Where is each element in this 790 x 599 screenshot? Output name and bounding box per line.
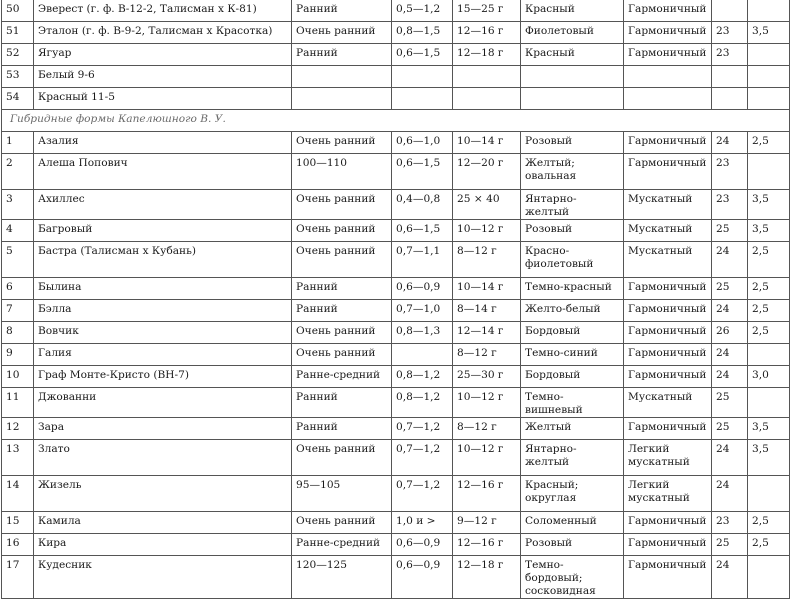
bunch-mass-cell: 0,7—1,2 (392, 440, 453, 476)
berry-mass-cell: 8—12 г (453, 344, 521, 366)
berry-color-cell: Желтый (521, 418, 624, 440)
variety-name-cell: Кира (34, 534, 292, 556)
berry-color-cell: Красный (521, 44, 624, 66)
taste-cell: Гармоничный (624, 556, 712, 599)
sugar-content-cell: 25 (712, 220, 748, 242)
ripening-term-cell: 95—105 (292, 476, 392, 512)
sugar-content-cell: 25 (712, 278, 748, 300)
bunch-mass-cell: 0,8—1,2 (392, 388, 453, 418)
bunch-mass-cell: 0,6—1,5 (392, 154, 453, 190)
taste-cell: Легкий мускатный (624, 476, 712, 512)
table-row (2, 344, 790, 366)
acidity-cell: 2,5 (748, 512, 790, 534)
berry-mass-cell (453, 88, 521, 110)
row-number-cell: 14 (2, 476, 34, 512)
ripening-term-cell: Очень ранний (292, 322, 392, 344)
sugar-content-cell: 24 (712, 344, 748, 366)
variety-name-cell: Злато (34, 440, 292, 476)
ripening-term-cell: Очень ранний (292, 440, 392, 476)
taste-cell (624, 88, 712, 110)
taste-cell (624, 66, 712, 88)
acidity-cell: 3,0 (748, 366, 790, 388)
taste-cell: Гармоничный (624, 344, 712, 366)
bunch-mass-cell: 0,5—1,2 (392, 0, 453, 22)
table-row (2, 476, 790, 512)
berry-mass-cell: 12—18 г (453, 556, 521, 599)
variety-name-cell: Эталон (г. ф. В-9-2, Талисман х Красотка) (34, 22, 292, 44)
section-header-row (2, 110, 790, 132)
sugar-content-cell: 24 (712, 476, 748, 512)
ripening-term-cell: Очень ранний (292, 512, 392, 534)
berry-mass-cell: 12—16 г (453, 476, 521, 512)
berry-mass-cell: 10—14 г (453, 278, 521, 300)
sugar-content-cell (712, 66, 748, 88)
berry-color-cell: Темно-бордовый; сосковидная (521, 556, 624, 599)
table-row (2, 418, 790, 440)
table-row (2, 154, 790, 190)
row-number-cell: 1 (2, 132, 34, 154)
row-number-cell: 6 (2, 278, 34, 300)
taste-cell: Гармоничный (624, 300, 712, 322)
taste-cell: Гармоничный (624, 22, 712, 44)
bunch-mass-cell (392, 88, 453, 110)
berry-mass-cell: 9—12 г (453, 512, 521, 534)
berry-color-cell: Красный; округлая (521, 476, 624, 512)
table-row (2, 534, 790, 556)
ripening-term-cell: Ранне-средний (292, 366, 392, 388)
bunch-mass-cell: 0,7—1,2 (392, 476, 453, 512)
ripening-term-cell: Ранне-средний (292, 534, 392, 556)
acidity-cell (748, 556, 790, 599)
row-number-cell: 51 (2, 22, 34, 44)
ripening-term-cell: Очень ранний (292, 220, 392, 242)
ripening-term-cell (292, 66, 392, 88)
acidity-cell: 2,5 (748, 534, 790, 556)
berry-mass-cell (453, 66, 521, 88)
berry-color-cell: Красно-фиолетовый (521, 242, 624, 278)
variety-name-cell: Граф Монте-Кристо (ВН-7) (34, 366, 292, 388)
berry-color-cell: Бордовый (521, 366, 624, 388)
table-row (2, 0, 790, 22)
acidity-cell: 2,5 (748, 278, 790, 300)
berry-mass-cell: 12—20 г (453, 154, 521, 190)
table-row (2, 512, 790, 534)
variety-name-cell: Вовчик (34, 322, 292, 344)
bunch-mass-cell: 0,8—1,3 (392, 322, 453, 344)
berry-mass-cell: 12—18 г (453, 44, 521, 66)
ripening-term-cell: Ранний (292, 278, 392, 300)
row-number-cell: 52 (2, 44, 34, 66)
berry-mass-cell: 25—30 г (453, 366, 521, 388)
taste-cell: Гармоничный (624, 44, 712, 66)
berry-color-cell (521, 88, 624, 110)
table-row (2, 22, 790, 44)
bunch-mass-cell: 0,6—0,9 (392, 278, 453, 300)
acidity-cell: 3,5 (748, 190, 790, 220)
variety-name-cell: Бастра (Талисман х Кубань) (34, 242, 292, 278)
table-row (2, 44, 790, 66)
berry-mass-cell: 10—12 г (453, 220, 521, 242)
bunch-mass-cell: 0,7—1,1 (392, 242, 453, 278)
row-number-cell: 7 (2, 300, 34, 322)
bunch-mass-cell: 0,6—0,9 (392, 534, 453, 556)
berry-color-cell: Соломенный (521, 512, 624, 534)
acidity-cell (748, 66, 790, 88)
table-row (2, 556, 790, 599)
bunch-mass-cell: 0,8—1,2 (392, 366, 453, 388)
bunch-mass-cell: 1,0 и > (392, 512, 453, 534)
sugar-content-cell: 24 (712, 300, 748, 322)
berry-color-cell: Красный (521, 0, 624, 22)
berry-color-cell: Розовый (521, 220, 624, 242)
sugar-content-cell: 24 (712, 440, 748, 476)
acidity-cell: 3,5 (748, 22, 790, 44)
variety-name-cell: Зара (34, 418, 292, 440)
variety-name-cell: Камила (34, 512, 292, 534)
acidity-cell: 2,5 (748, 322, 790, 344)
sugar-content-cell: 23 (712, 154, 748, 190)
berry-color-cell: Фиолетовый (521, 22, 624, 44)
variety-name-cell: Ахиллес (34, 190, 292, 220)
bunch-mass-cell: 0,6—1,0 (392, 132, 453, 154)
acidity-cell: 2,5 (748, 242, 790, 278)
taste-cell: Гармоничный (624, 534, 712, 556)
ripening-term-cell: Очень ранний (292, 344, 392, 366)
sugar-content-cell: 25 (712, 534, 748, 556)
sugar-content-cell: 24 (712, 242, 748, 278)
bunch-mass-cell: 0,7—1,0 (392, 300, 453, 322)
row-number-cell: 11 (2, 388, 34, 418)
table-row (2, 132, 790, 154)
berry-mass-cell: 10—12 г (453, 388, 521, 418)
sugar-content-cell: 26 (712, 322, 748, 344)
acidity-cell (748, 154, 790, 190)
acidity-cell (748, 344, 790, 366)
row-number-cell: 5 (2, 242, 34, 278)
variety-name-cell: Жизель (34, 476, 292, 512)
row-number-cell: 53 (2, 66, 34, 88)
berry-color-cell: Темно-красный (521, 278, 624, 300)
acidity-cell (748, 388, 790, 418)
ripening-term-cell: Очень ранний (292, 190, 392, 220)
sugar-content-cell (712, 0, 748, 22)
bunch-mass-cell: 0,6—1,5 (392, 220, 453, 242)
table-row (2, 242, 790, 278)
acidity-cell: 2,5 (748, 132, 790, 154)
row-number-cell: 15 (2, 512, 34, 534)
variety-name-cell: Азалия (34, 132, 292, 154)
variety-name-cell: Алеша Попович (34, 154, 292, 190)
sugar-content-cell: 25 (712, 388, 748, 418)
row-number-cell: 2 (2, 154, 34, 190)
variety-name-cell: Бэлла (34, 300, 292, 322)
row-number-cell: 10 (2, 366, 34, 388)
berry-mass-cell: 12—16 г (453, 534, 521, 556)
table-row (2, 66, 790, 88)
variety-name-cell: Былина (34, 278, 292, 300)
berry-color-cell: Темно- вишневый (521, 388, 624, 418)
taste-cell: Легкий мускатный (624, 440, 712, 476)
row-number-cell: 50 (2, 0, 34, 22)
variety-name-cell: Ягуар (34, 44, 292, 66)
variety-name-cell: Эверест (г. ф. В-12-2, Талисман х К-81) (34, 0, 292, 22)
variety-name-cell: Багровый (34, 220, 292, 242)
bunch-mass-cell: 0,7—1,2 (392, 418, 453, 440)
berry-color-cell (521, 66, 624, 88)
taste-cell: Гармоничный (624, 132, 712, 154)
section-title: Гибридные формы Капелюшного В. У. (2, 110, 790, 132)
taste-cell: Гармоничный (624, 322, 712, 344)
row-number-cell: 4 (2, 220, 34, 242)
ripening-term-cell: 120—125 (292, 556, 392, 599)
berry-mass-cell: 12—14 г (453, 322, 521, 344)
sugar-content-cell: 23 (712, 22, 748, 44)
taste-cell: Мускатный (624, 220, 712, 242)
sugar-content-cell: 24 (712, 556, 748, 599)
table-row (2, 220, 790, 242)
bunch-mass-cell: 0,6—0,9 (392, 556, 453, 599)
sugar-content-cell: 23 (712, 44, 748, 66)
berry-color-cell: Янтарно-желтый (521, 190, 624, 220)
ripening-term-cell: Очень ранний (292, 132, 392, 154)
row-number-cell: 12 (2, 418, 34, 440)
grape-varieties-table (1, 0, 790, 599)
acidity-cell: 2,5 (748, 300, 790, 322)
berry-color-cell: Бордовый (521, 322, 624, 344)
taste-cell: Мускатный (624, 190, 712, 220)
taste-cell: Мускатный (624, 242, 712, 278)
ripening-term-cell: 100—110 (292, 154, 392, 190)
berry-mass-cell: 10—12 г (453, 440, 521, 476)
ripening-term-cell (292, 88, 392, 110)
row-number-cell: 8 (2, 322, 34, 344)
bunch-mass-cell: 0,8—1,5 (392, 22, 453, 44)
ripening-term-cell: Очень ранний (292, 22, 392, 44)
ripening-term-cell: Ранний (292, 300, 392, 322)
taste-cell: Мускатный (624, 388, 712, 418)
table-row (2, 322, 790, 344)
berry-mass-cell: 15—25 г (453, 0, 521, 22)
ripening-term-cell: Ранний (292, 44, 392, 66)
sugar-content-cell (712, 88, 748, 110)
bunch-mass-cell: 0,4—0,8 (392, 190, 453, 220)
ripening-term-cell: Ранний (292, 418, 392, 440)
acidity-cell: 3,5 (748, 418, 790, 440)
bunch-mass-cell (392, 66, 453, 88)
berry-color-cell: Темно-синий (521, 344, 624, 366)
ripening-term-cell: Очень ранний (292, 242, 392, 278)
acidity-cell: 3,5 (748, 440, 790, 476)
acidity-cell (748, 0, 790, 22)
berry-mass-cell: 10—14 г (453, 132, 521, 154)
berry-color-cell: Розовый (521, 534, 624, 556)
berry-mass-cell: 8—12 г (453, 418, 521, 440)
taste-cell: Гармоничный (624, 512, 712, 534)
row-number-cell: 17 (2, 556, 34, 599)
table-row (2, 366, 790, 388)
berry-color-cell: Розовый (521, 132, 624, 154)
taste-cell: Гармоничный (624, 418, 712, 440)
table-row (2, 88, 790, 110)
sugar-content-cell: 23 (712, 512, 748, 534)
bunch-mass-cell (392, 344, 453, 366)
berry-color-cell: Желто-белый (521, 300, 624, 322)
acidity-cell (748, 44, 790, 66)
row-number-cell: 16 (2, 534, 34, 556)
berry-mass-cell: 12—16 г (453, 22, 521, 44)
variety-name-cell: Белый 9-6 (34, 66, 292, 88)
acidity-cell (748, 476, 790, 512)
variety-name-cell: Галия (34, 344, 292, 366)
acidity-cell: 3,5 (748, 220, 790, 242)
berry-color-cell: Янтарно-желтый (521, 440, 624, 476)
row-number-cell: 3 (2, 190, 34, 220)
ripening-term-cell: Ранний (292, 0, 392, 22)
row-number-cell: 13 (2, 440, 34, 476)
table-row (2, 388, 790, 418)
variety-name-cell: Красный 11-5 (34, 88, 292, 110)
table-row (2, 440, 790, 476)
taste-cell: Гармоничный (624, 0, 712, 22)
berry-color-cell: Желтый; овальная (521, 154, 624, 190)
table-row (2, 278, 790, 300)
bunch-mass-cell: 0,6—1,5 (392, 44, 453, 66)
variety-name-cell: Джованни (34, 388, 292, 418)
sugar-content-cell: 24 (712, 366, 748, 388)
sugar-content-cell: 24 (712, 132, 748, 154)
berry-mass-cell: 25 × 40 (453, 190, 521, 220)
row-number-cell: 9 (2, 344, 34, 366)
berry-mass-cell: 8—14 г (453, 300, 521, 322)
variety-name-cell: Кудесник (34, 556, 292, 599)
berry-mass-cell: 8—12 г (453, 242, 521, 278)
taste-cell: Гармоничный (624, 278, 712, 300)
sugar-content-cell: 25 (712, 418, 748, 440)
table-row (2, 190, 790, 220)
table-row (2, 300, 790, 322)
sugar-content-cell: 23 (712, 190, 748, 220)
acidity-cell (748, 88, 790, 110)
ripening-term-cell: Ранний (292, 388, 392, 418)
row-number-cell: 54 (2, 88, 34, 110)
taste-cell: Гармоничный (624, 366, 712, 388)
taste-cell: Гармоничный (624, 154, 712, 190)
